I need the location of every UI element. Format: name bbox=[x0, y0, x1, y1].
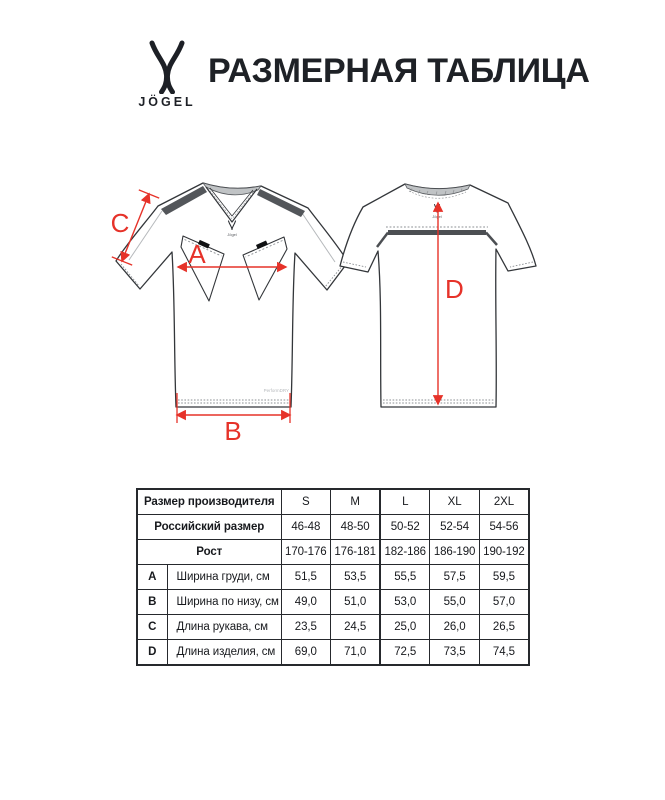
size-value-cell: 57,5 bbox=[430, 565, 480, 590]
front-shirt bbox=[116, 183, 348, 407]
size-value-cell: 72,5 bbox=[380, 640, 430, 666]
size-value-cell: 73,5 bbox=[430, 640, 480, 666]
row-label-cell: Размер производителя bbox=[137, 489, 281, 515]
size-value-cell: 54-56 bbox=[479, 515, 529, 540]
size-value-cell: 53,0 bbox=[380, 590, 430, 615]
size-value-cell: S bbox=[281, 489, 331, 515]
table-row-russian-size bbox=[137, 515, 529, 540]
size-value-cell: 51,0 bbox=[331, 590, 381, 615]
size-value-cell: 52-54 bbox=[430, 515, 480, 540]
size-letter-cell: A bbox=[137, 565, 167, 590]
size-value-cell: 51,5 bbox=[281, 565, 331, 590]
measure-label-d: D bbox=[445, 274, 464, 304]
size-value-cell: 59,5 bbox=[479, 565, 529, 590]
size-table bbox=[136, 488, 530, 666]
size-value-cell: 57,0 bbox=[479, 590, 529, 615]
size-value-cell: L bbox=[380, 489, 430, 515]
size-letter-cell: D bbox=[137, 640, 167, 666]
size-letter-cell: C bbox=[137, 615, 167, 640]
row-label-cell: Рост bbox=[137, 540, 281, 565]
front-chest-logo-text: Jögel bbox=[227, 232, 237, 237]
size-value-cell: M bbox=[331, 489, 381, 515]
table-row-garment-length bbox=[137, 640, 529, 666]
size-value-cell: 23,5 bbox=[281, 615, 331, 640]
measure-label-c: C bbox=[110, 208, 130, 238]
size-value-cell: 48-50 bbox=[331, 515, 381, 540]
size-value-cell: 26,0 bbox=[430, 615, 480, 640]
size-value-cell: 71,0 bbox=[331, 640, 381, 666]
page-title: РАЗМЕРНАЯ ТАБЛИЦА bbox=[208, 52, 590, 90]
back-trim-band bbox=[388, 230, 486, 235]
size-value-cell: 182-186 bbox=[380, 540, 430, 565]
table-row-height bbox=[137, 540, 529, 565]
table-row-chest-width bbox=[137, 565, 529, 590]
row-label-cell: Ширина по низу, см bbox=[167, 590, 281, 615]
size-value-cell: 24,5 bbox=[331, 615, 381, 640]
size-value-cell: 26,5 bbox=[479, 615, 529, 640]
size-value-cell: 55,5 bbox=[380, 565, 430, 590]
size-value-cell: 69,0 bbox=[281, 640, 331, 666]
size-value-cell: 50-52 bbox=[380, 515, 430, 540]
size-value-cell: 186-190 bbox=[430, 540, 480, 565]
row-label-cell: Ширина груди, см bbox=[167, 565, 281, 590]
size-value-cell: 46-48 bbox=[281, 515, 331, 540]
row-label-cell: Длина изделия, см bbox=[167, 640, 281, 666]
size-value-cell: 2XL bbox=[479, 489, 529, 515]
size-value-cell: 170-176 bbox=[281, 540, 331, 565]
size-value-cell: XL bbox=[430, 489, 480, 515]
fabric-watermark: PerformDRY bbox=[263, 388, 289, 393]
size-value-cell: 190-192 bbox=[479, 540, 529, 565]
size-value-cell: 55,0 bbox=[430, 590, 480, 615]
size-value-cell: 74,5 bbox=[479, 640, 529, 666]
brand-wordmark: JÖGEL bbox=[138, 95, 196, 109]
size-value-cell: 25,0 bbox=[380, 615, 430, 640]
table-row-bottom-width bbox=[137, 590, 529, 615]
size-value-cell: 53,5 bbox=[331, 565, 381, 590]
table-row-sleeve-length bbox=[137, 615, 529, 640]
table-row-manufacturer-size bbox=[137, 489, 529, 515]
row-label-cell: Длина рукава, см bbox=[167, 615, 281, 640]
back-neck-logo-text: Jögel bbox=[432, 214, 442, 219]
size-value-cell: 176-181 bbox=[331, 540, 381, 565]
measure-label-a: A bbox=[188, 239, 206, 269]
measure-label-b: B bbox=[224, 416, 242, 446]
front-shirt-body bbox=[116, 183, 348, 407]
size-letter-cell: B bbox=[137, 590, 167, 615]
row-label-cell: Российский размер bbox=[137, 515, 281, 540]
size-value-cell: 49,0 bbox=[281, 590, 331, 615]
